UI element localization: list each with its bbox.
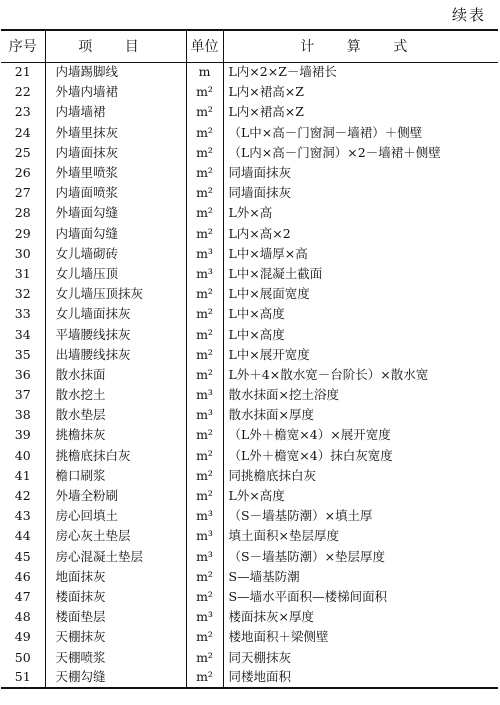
row-formula: L中×高度 xyxy=(223,324,498,344)
row-number: 42 xyxy=(14,488,31,504)
row-unit: m² xyxy=(186,82,223,102)
row-formula: 同墙面抹灰 xyxy=(223,183,498,203)
row-item: 平墙腰线抹灰 xyxy=(45,324,186,344)
row-unit: m² xyxy=(186,102,223,122)
row-item: 外墙内墙裙 xyxy=(45,82,186,102)
row-number: 45 xyxy=(14,548,31,564)
row-item: 外墙里喷浆 xyxy=(45,163,186,183)
row-item: 出墙腰线抹灰 xyxy=(45,345,186,365)
row-formula: L外×高 xyxy=(223,203,498,223)
header-formula: 计 算 式 xyxy=(223,30,498,62)
row-unit: m² xyxy=(186,668,223,688)
row-number: 34 xyxy=(14,326,31,342)
row-number: 23 xyxy=(14,104,31,120)
row-item: 女儿墙砌砖 xyxy=(45,244,186,264)
row-formula: 同楼地面积 xyxy=(223,668,498,688)
row-item: 女儿墙压顶 xyxy=(45,264,186,284)
row-unit: m² xyxy=(186,567,223,587)
table-row xyxy=(1,405,498,425)
row-formula: 散水抹面×挖土浴度 xyxy=(223,385,498,405)
row-number: 37 xyxy=(14,387,31,403)
row-number: 31 xyxy=(14,265,31,281)
row-number: 28 xyxy=(14,205,31,221)
row-formula: 填土面积×垫层厚度 xyxy=(223,526,498,546)
row-number: 40 xyxy=(14,447,31,463)
table-row xyxy=(1,668,498,688)
row-item: 外墙全粉刷 xyxy=(45,486,186,506)
row-number: 32 xyxy=(14,286,31,302)
row-unit: m² xyxy=(186,203,223,223)
table-row xyxy=(1,607,498,627)
continued-label: 续表 xyxy=(451,6,486,24)
row-unit: m³ xyxy=(186,405,223,425)
row-unit: m³ xyxy=(186,385,223,405)
row-formula: L外×高度 xyxy=(223,486,498,506)
table-row xyxy=(1,385,498,405)
table-row xyxy=(1,466,498,486)
table-row xyxy=(1,324,498,344)
row-number: 48 xyxy=(14,609,31,625)
row-unit: m² xyxy=(186,345,223,365)
row-unit: m² xyxy=(186,224,223,244)
row-number: 36 xyxy=(14,366,31,382)
row-item: 散水抹面 xyxy=(45,365,186,385)
row-unit: m² xyxy=(186,627,223,647)
table-row xyxy=(1,547,498,567)
header-item: 项 目 xyxy=(45,30,186,62)
row-unit: m² xyxy=(186,143,223,163)
row-item: 内墙面喷浆 xyxy=(45,183,186,203)
row-item: 房心回填土 xyxy=(45,506,186,526)
row-number: 50 xyxy=(14,649,31,665)
row-formula: L内×裙高×Z xyxy=(223,102,498,122)
row-unit: m³ xyxy=(186,547,223,567)
row-formula: L中×展开宽度 xyxy=(223,345,498,365)
row-unit: m² xyxy=(186,163,223,183)
header-row xyxy=(1,30,498,62)
table-row xyxy=(1,62,498,82)
row-formula: 散水抹面×厚度 xyxy=(223,405,498,425)
row-unit: m³ xyxy=(186,607,223,627)
row-item: 楼面垫层 xyxy=(45,607,186,627)
row-item: 天棚勾缝 xyxy=(45,668,186,688)
row-number: 39 xyxy=(14,427,31,443)
row-number: 33 xyxy=(14,306,31,322)
row-number: 26 xyxy=(14,165,31,181)
row-number: 35 xyxy=(14,346,31,362)
header-unit: 单位 xyxy=(186,30,223,62)
row-item: 天棚抹灰 xyxy=(45,627,186,647)
table-row xyxy=(1,244,498,264)
row-unit: m² xyxy=(186,587,223,607)
row-number: 44 xyxy=(14,528,31,544)
row-number: 49 xyxy=(14,629,31,645)
row-number: 29 xyxy=(14,225,31,241)
row-formula: L外＋4×散水宽－台阶长）×散水宽 xyxy=(223,365,498,385)
row-unit: m² xyxy=(186,365,223,385)
row-item: 女儿墙压顶抹灰 xyxy=(45,284,186,304)
row-unit: m xyxy=(186,62,223,82)
table-row xyxy=(1,123,498,143)
table-row xyxy=(1,143,498,163)
table-row xyxy=(1,183,498,203)
table-row xyxy=(1,82,498,102)
row-formula: （L内×高－门窗洞）×2－墙裙＋侧壁 xyxy=(223,143,498,163)
row-formula: 楼地面积＋梁侧壁 xyxy=(223,627,498,647)
row-item: 挑檐底抹白灰 xyxy=(45,446,186,466)
row-item: 房心混凝土垫层 xyxy=(45,547,186,567)
table-row xyxy=(1,627,498,647)
table-row xyxy=(1,486,498,506)
row-formula: S—墙基防潮 xyxy=(223,567,498,587)
row-unit: m² xyxy=(186,647,223,667)
row-number: 27 xyxy=(14,185,31,201)
row-formula: 同墙面抹灰 xyxy=(223,163,498,183)
row-unit: m² xyxy=(186,466,223,486)
row-item: 外墙面勾缝 xyxy=(45,203,186,223)
row-unit: m² xyxy=(186,324,223,344)
row-item: 内墙面勾缝 xyxy=(45,224,186,244)
row-number: 51 xyxy=(1,668,45,688)
table-row xyxy=(1,526,498,546)
table-row xyxy=(1,203,498,223)
table-row xyxy=(1,506,498,526)
quantity-formula-table xyxy=(1,29,498,689)
row-unit: m² xyxy=(186,446,223,466)
row-item: 檐口刷浆 xyxy=(45,466,186,486)
table-row xyxy=(1,304,498,324)
row-item: 外墙里抹灰 xyxy=(45,123,186,143)
table-row xyxy=(1,284,498,304)
row-formula: L中×混凝土截面 xyxy=(223,264,498,284)
row-unit: m² xyxy=(186,183,223,203)
row-unit: m³ xyxy=(186,264,223,284)
table-row xyxy=(1,365,498,385)
row-formula: L内×高×2 xyxy=(223,224,498,244)
row-number: 43 xyxy=(14,508,31,524)
row-item: 内墙踢脚线 xyxy=(45,62,186,82)
row-formula: L内×裙高×Z xyxy=(223,82,498,102)
row-number: 38 xyxy=(14,407,31,423)
row-item: 天棚喷浆 xyxy=(45,647,186,667)
row-unit: m² xyxy=(186,425,223,445)
row-formula: （L外＋檐宽×4）抹白灰宽度 xyxy=(223,446,498,466)
row-item: 女儿墙面抹灰 xyxy=(45,304,186,324)
row-number: 47 xyxy=(14,588,31,604)
row-unit: m³ xyxy=(186,244,223,264)
row-item: 挑檐抹灰 xyxy=(45,425,186,445)
row-number: 21 xyxy=(14,64,31,80)
table-row xyxy=(1,446,498,466)
row-unit: m² xyxy=(186,304,223,324)
row-item: 房心灰土垫层 xyxy=(45,526,186,546)
row-item: 地面抹灰 xyxy=(45,567,186,587)
row-number: 46 xyxy=(14,568,31,584)
row-item: 散水挖土 xyxy=(45,385,186,405)
header-no: 序号 xyxy=(1,30,45,62)
table-row xyxy=(1,102,498,122)
row-unit: m² xyxy=(186,123,223,143)
row-number: 25 xyxy=(14,144,31,160)
row-unit: m² xyxy=(186,486,223,506)
row-unit: m³ xyxy=(186,526,223,546)
row-item: 内墙墙裙 xyxy=(45,102,186,122)
row-formula: L中×墙厚×高 xyxy=(223,244,498,264)
row-number: 22 xyxy=(14,84,31,100)
row-formula: （S－墙基防潮）×垫层厚度 xyxy=(223,547,498,567)
row-number: 30 xyxy=(14,245,31,261)
row-formula: 同天棚抹灰 xyxy=(223,647,498,667)
table-row xyxy=(1,587,498,607)
table-row xyxy=(1,224,498,244)
row-formula: 同挑檐底抹白灰 xyxy=(223,466,498,486)
table-row xyxy=(1,425,498,445)
row-unit: m² xyxy=(186,284,223,304)
row-item: 内墙面抹灰 xyxy=(45,143,186,163)
table-row xyxy=(1,163,498,183)
table-row xyxy=(1,264,498,284)
table-row xyxy=(1,345,498,365)
row-formula: （L中×高－门窗洞－墙裙）＋侧壁 xyxy=(223,123,498,143)
row-formula: S—墙水平面积—楼梯间面积 xyxy=(223,587,498,607)
row-formula: L中×展面宽度 xyxy=(223,284,498,304)
row-item: 楼面抹灰 xyxy=(45,587,186,607)
table-row xyxy=(1,647,498,667)
row-formula: （L外＋檐宽×4）×展开宽度 xyxy=(223,425,498,445)
row-item: 散水垫层 xyxy=(45,405,186,425)
table-row xyxy=(1,567,498,587)
row-number: 24 xyxy=(14,124,31,140)
row-formula: 楼面抹灰×厚度 xyxy=(223,607,498,627)
row-formula: L内×2×Z－墙裙长 xyxy=(223,62,498,82)
row-formula: L中×高度 xyxy=(223,304,498,324)
row-formula: （S－墙基防潮）×填土厚 xyxy=(223,506,498,526)
row-unit: m³ xyxy=(186,506,223,526)
row-number: 41 xyxy=(14,467,31,483)
